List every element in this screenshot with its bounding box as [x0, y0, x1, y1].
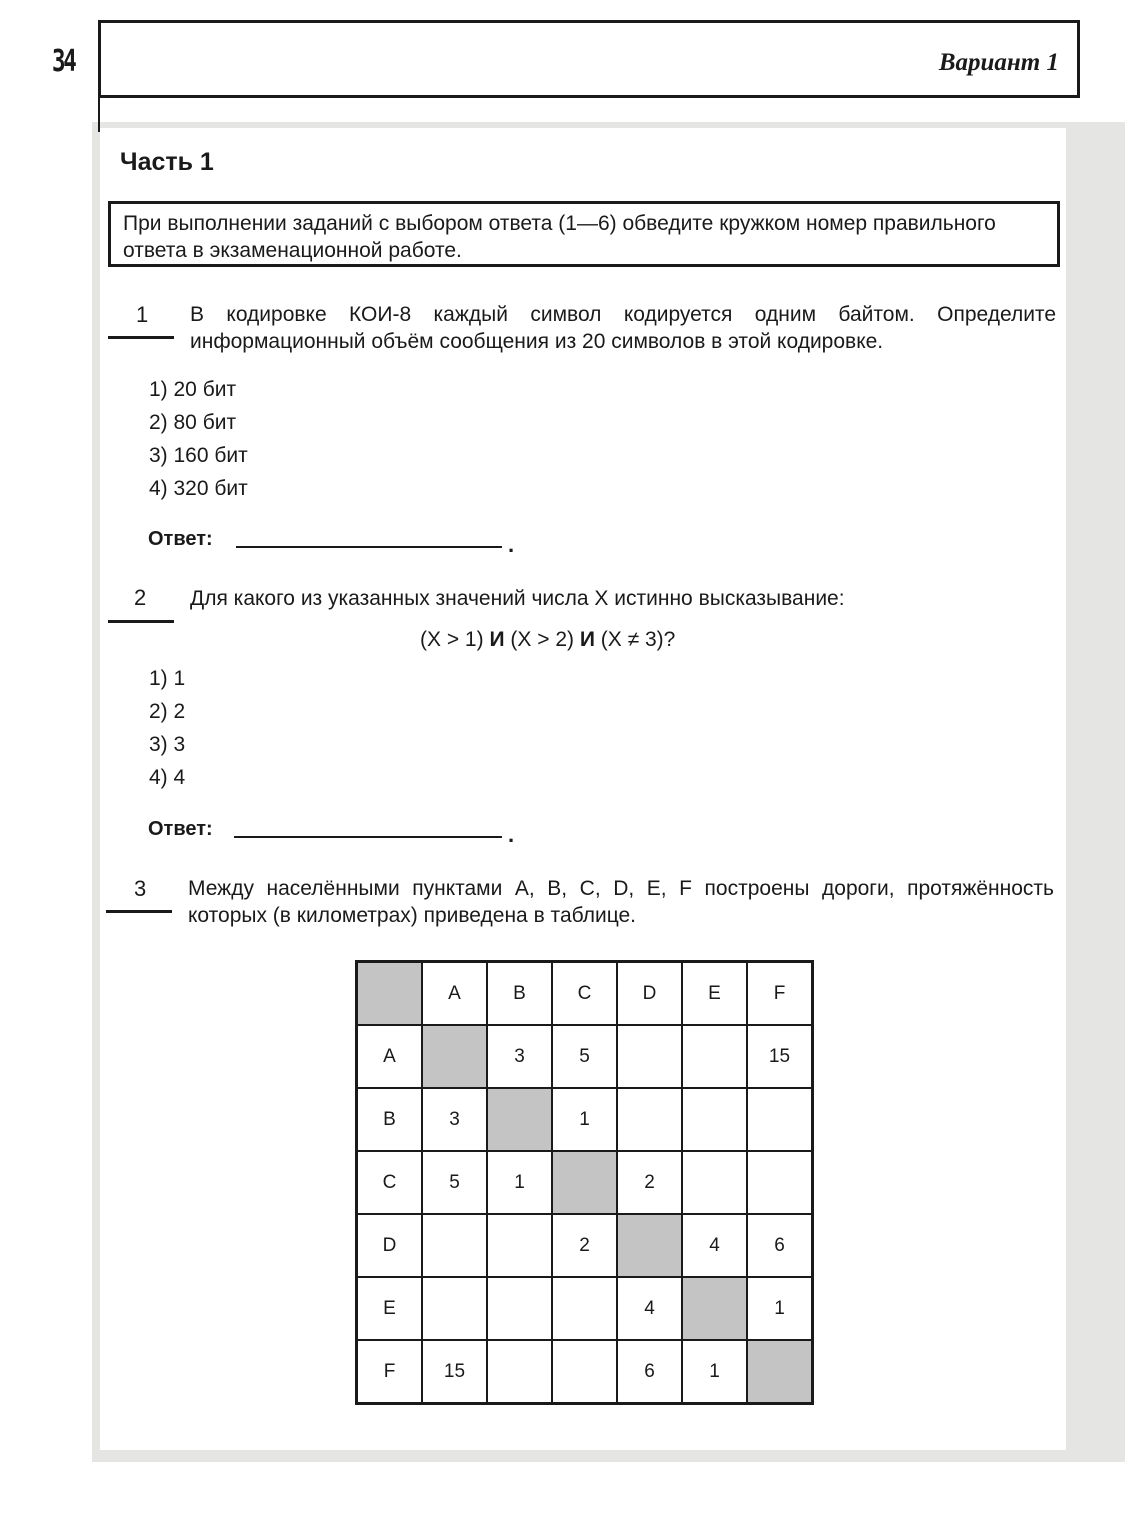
distance-cell: 15	[422, 1340, 487, 1404]
task-1-option-4[interactable]: 4) 320 бит	[149, 477, 248, 500]
table-corner-cell	[357, 962, 423, 1026]
table-row	[357, 1151, 813, 1214]
distance-cell: 2	[617, 1151, 682, 1214]
task-1-answer-label: Ответ:	[148, 528, 213, 550]
distance-table	[355, 960, 814, 1405]
distance-cell	[747, 1088, 813, 1151]
header-box	[98, 20, 1080, 98]
task-2-text: Для какого из указанных значений числа X истинно высказывание:	[190, 587, 845, 610]
distance-cell: 4	[617, 1277, 682, 1340]
part-title: Часть 1	[120, 148, 214, 176]
task-2-answer-label: Ответ:	[148, 818, 213, 840]
page-number: 34	[52, 44, 75, 79]
distance-cell: 1	[552, 1088, 617, 1151]
distance-cell	[487, 1214, 552, 1277]
table-row	[357, 1214, 813, 1277]
task-2-number: 2	[134, 585, 147, 610]
distance-cell	[487, 1277, 552, 1340]
diagonal-cell	[747, 1340, 813, 1404]
distance-cell	[617, 1025, 682, 1088]
task-3-rule	[106, 910, 172, 913]
distance-cell: 1	[487, 1151, 552, 1214]
distance-cell: 15	[747, 1025, 813, 1088]
distance-cell	[487, 1340, 552, 1404]
table-row	[357, 1277, 813, 1340]
distance-cell: 4	[682, 1214, 747, 1277]
distance-cell: 2	[552, 1214, 617, 1277]
distance-cell: 1	[682, 1340, 747, 1404]
column-header: B	[487, 962, 552, 1026]
task-2-option-4[interactable]: 4) 4	[149, 766, 186, 789]
row-header: F	[357, 1340, 423, 1404]
distance-cell	[422, 1214, 487, 1277]
distance-cell	[617, 1088, 682, 1151]
task-2-answer-line[interactable]	[234, 836, 502, 838]
distance-cell: 6	[617, 1340, 682, 1404]
distance-cell	[747, 1151, 813, 1214]
task-2-rule	[108, 620, 174, 623]
table-row	[357, 1340, 813, 1404]
column-header: A	[422, 962, 487, 1026]
row-header: B	[357, 1088, 423, 1151]
diagonal-cell	[552, 1151, 617, 1214]
task-1-text: В кодировке КОИ-8 каждый символ кодируется одним байтом. Определите информационный объём сообщения из 20 символов в этой кодировке.	[190, 303, 1056, 353]
diagonal-cell	[422, 1025, 487, 1088]
task-2-option-3[interactable]: 3) 3	[149, 733, 186, 756]
distance-cell: 3	[422, 1088, 487, 1151]
distance-cell	[682, 1151, 747, 1214]
task-1-answer-dot: .	[508, 532, 515, 557]
table-header-row	[357, 962, 813, 1026]
task-3-text: Между населёнными пунктами A, B, C, D, E, F построены дороги, протяжённость которых (в километрах) приведена в таблице.	[188, 877, 1054, 927]
task-2-condition: (X > 1) И (X > 2) И (X ≠ 3)?	[420, 628, 676, 651]
variant-title: Вариант 1	[938, 49, 1059, 76]
task-3-number: 3	[134, 876, 147, 901]
task-1-option-3[interactable]: 3) 160 бит	[149, 444, 248, 467]
task-2-option-2[interactable]: 2) 2	[149, 700, 186, 723]
task-2-answer-dot: .	[508, 822, 515, 847]
task-2-options	[149, 662, 185, 794]
distance-cell: 1	[747, 1277, 813, 1340]
diagonal-cell	[487, 1088, 552, 1151]
row-header: C	[357, 1151, 423, 1214]
distance-cell: 5	[422, 1151, 487, 1214]
column-header: F	[747, 962, 813, 1026]
diagonal-cell	[682, 1277, 747, 1340]
task-1-rule	[108, 336, 174, 339]
left-rule	[98, 92, 100, 132]
distance-cell	[682, 1025, 747, 1088]
column-header: D	[617, 962, 682, 1026]
column-header: C	[552, 962, 617, 1026]
instructions-box: При выполнении заданий с выбором ответа (1—6) обведите кружком номер правильного ответа в экзаменационной работе.	[108, 201, 1060, 267]
distance-cell: 6	[747, 1214, 813, 1277]
task-1-option-1[interactable]: 1) 20 бит	[149, 378, 237, 401]
row-header: E	[357, 1277, 423, 1340]
task-1-option-2[interactable]: 2) 80 бит	[149, 411, 237, 434]
row-header: D	[357, 1214, 423, 1277]
diagonal-cell	[617, 1214, 682, 1277]
distance-cell: 5	[552, 1025, 617, 1088]
distance-cell	[552, 1340, 617, 1404]
table-row	[357, 1088, 813, 1151]
task-2-option-1[interactable]: 1) 1	[149, 667, 186, 690]
task-1-options	[149, 373, 248, 505]
row-header: A	[357, 1025, 423, 1088]
distance-cell	[422, 1277, 487, 1340]
table-row	[357, 1025, 813, 1088]
column-header: E	[682, 962, 747, 1026]
distance-cell	[552, 1277, 617, 1340]
task-1-answer-line[interactable]	[236, 546, 502, 548]
distance-cell	[682, 1088, 747, 1151]
task-1-number: 1	[136, 302, 149, 327]
distance-cell: 3	[487, 1025, 552, 1088]
